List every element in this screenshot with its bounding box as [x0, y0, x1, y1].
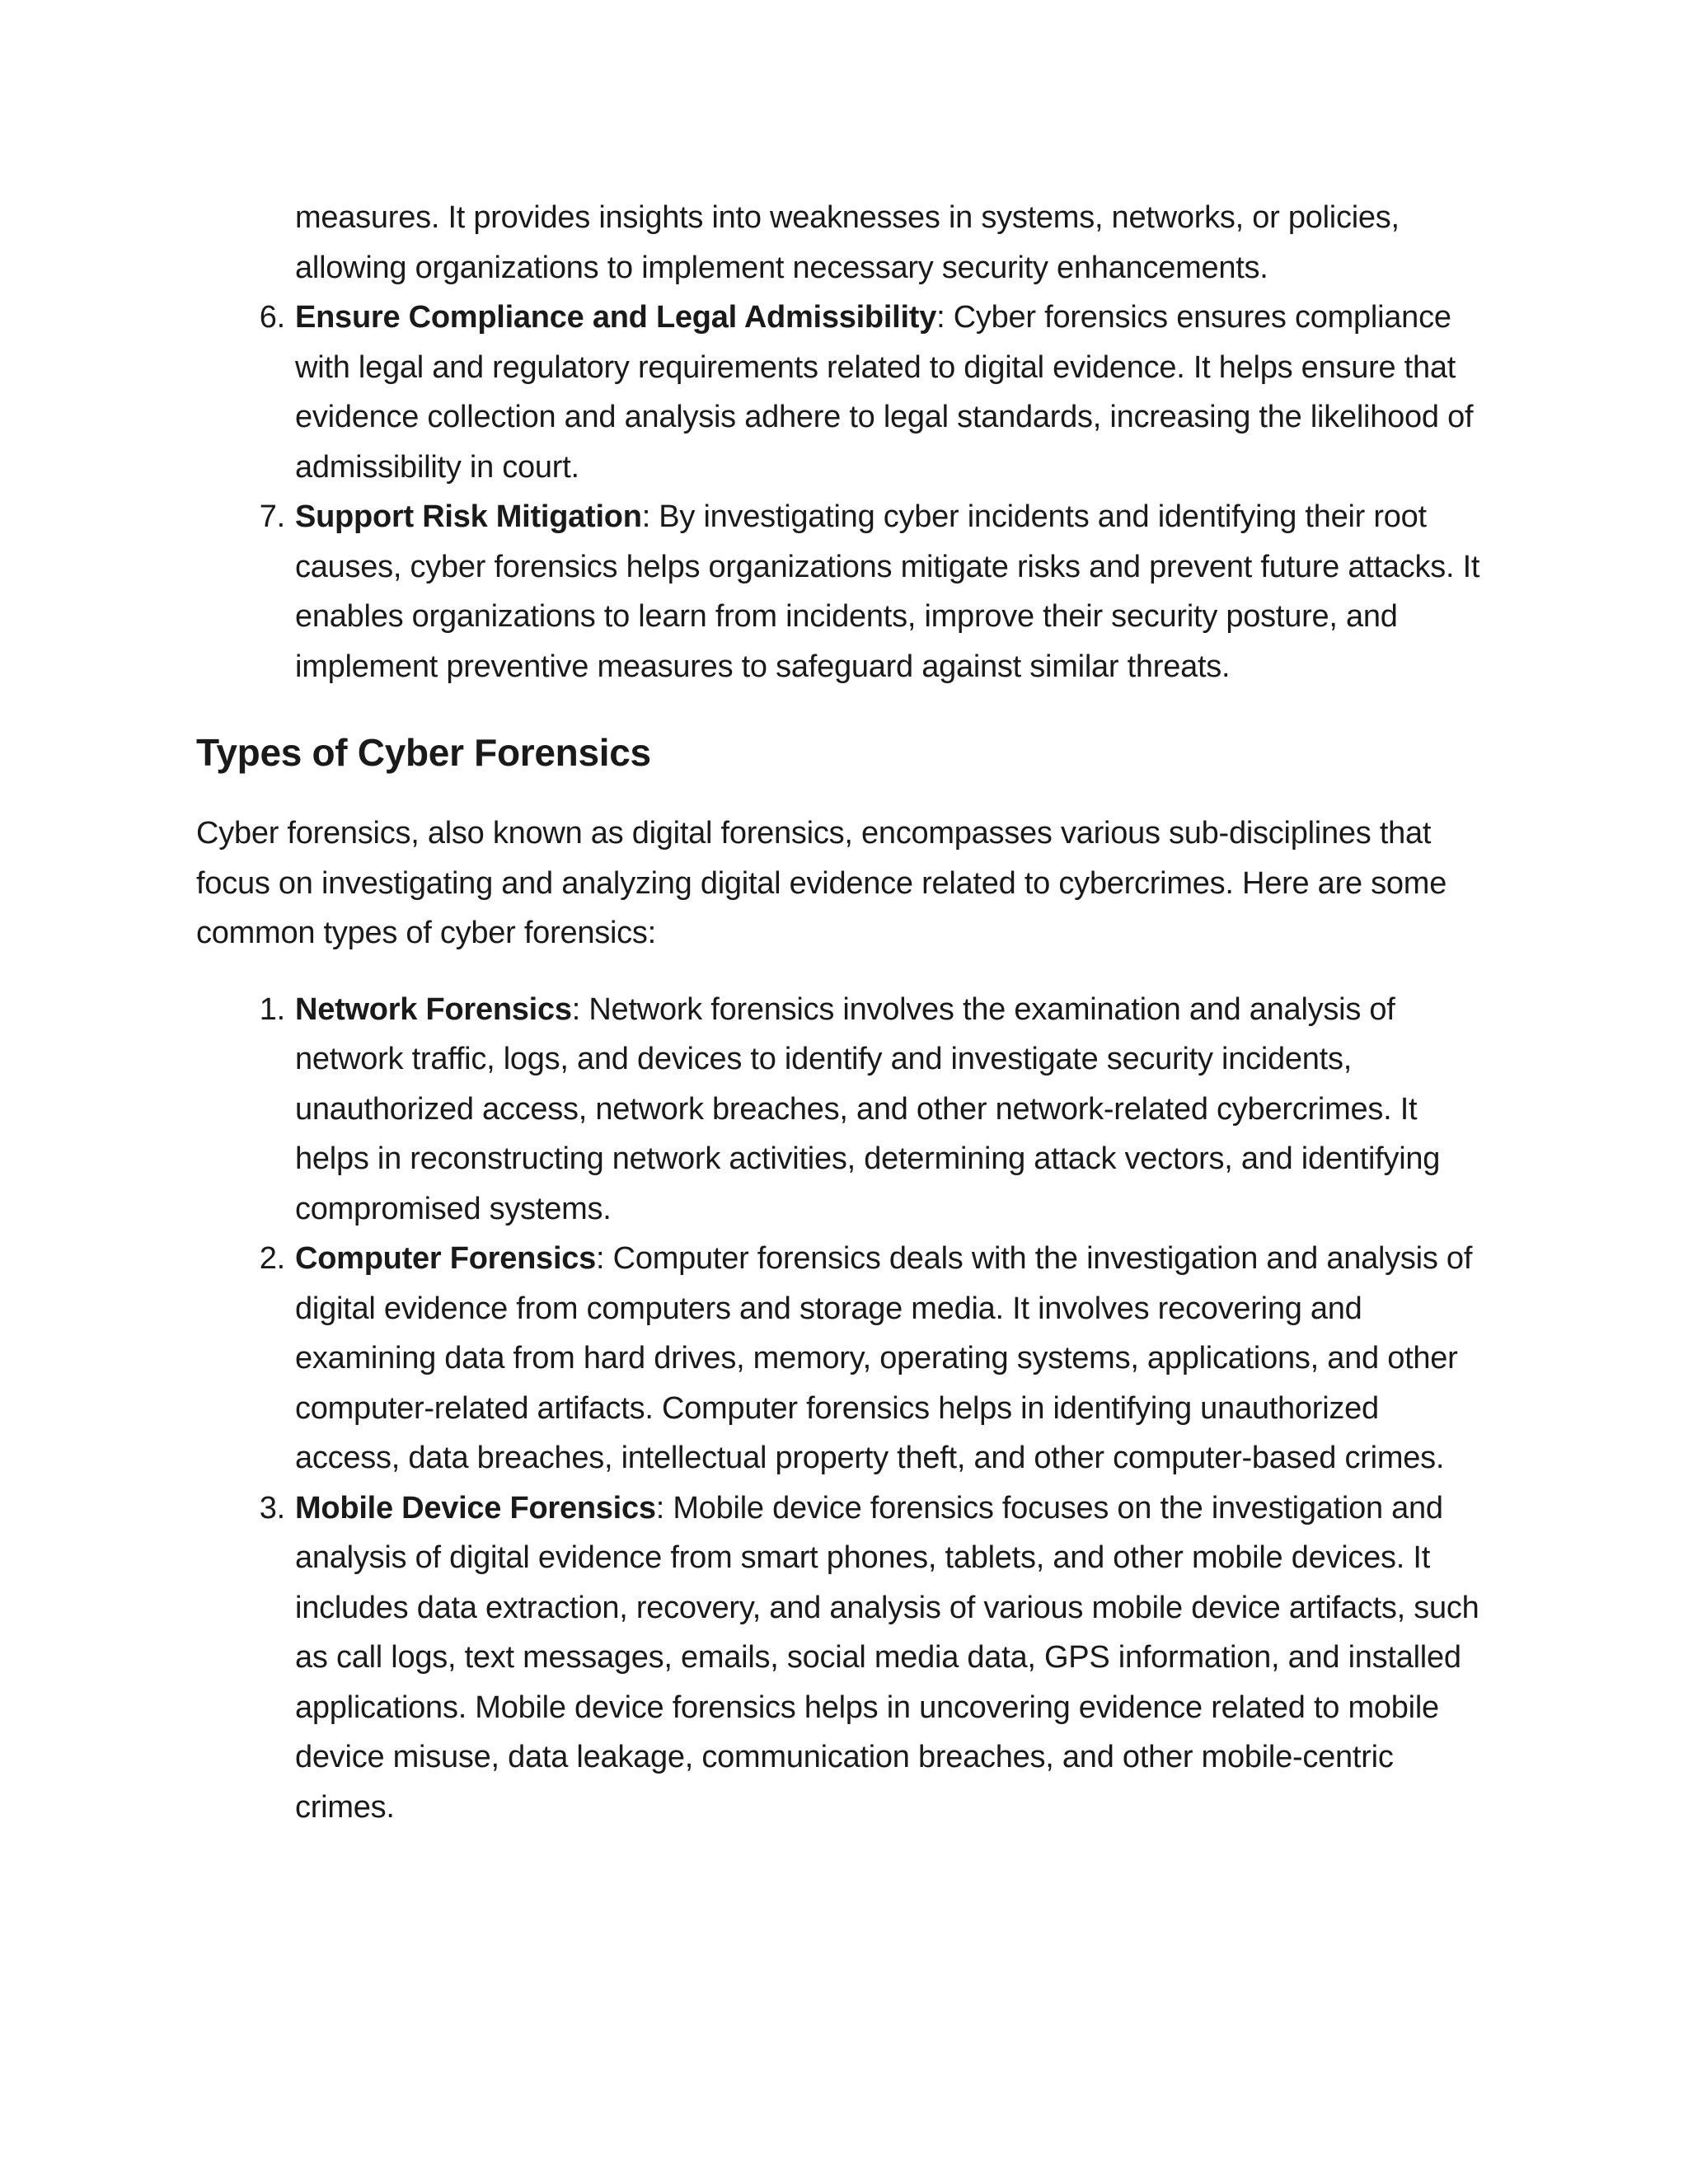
- list-term: Network Forensics: [295, 991, 572, 1027]
- objective-item-7: [196, 492, 1482, 691]
- list-text: : Computer forensics deals with the investigation and analysis of digital evidence from computers and storage media. It involves recovering and examining data from hard drives, memory, operating systems, applications, and other computer-related artifacts. Computer forensics helps in identifying unauthorized access, data breaches, intellectual property theft, and other computer-based crimes.: [295, 1241, 1473, 1475]
- list-spacer: [196, 958, 1482, 985]
- continued-list-item: [196, 193, 1482, 293]
- section-heading: Types of Cyber Forensics: [196, 731, 651, 774]
- list-text: : By investigating cyber incidents and identifying their root causes, cyber forensics helps organizations mitigate risks and prevent future attacks. It enables organizations to learn from incidents, improve their security posture, and implement preventive measures to safeguard against similar threats.: [295, 499, 1480, 684]
- list-number: 3.: [259, 1490, 285, 1526]
- list-term: Ensure Compliance and Legal Admissibility: [295, 300, 937, 335]
- type-item-network-forensics: [196, 985, 1482, 1235]
- list-number: 7.: [259, 499, 285, 534]
- section-intro: Cyber forensics, also known as digital forensics, encompasses various sub-disciplines that focus on investigating and analyzing digital evidence related to cybercrimes. Here are some common types of cyber forensics:: [196, 816, 1447, 950]
- list-term: Computer Forensics: [295, 1241, 597, 1276]
- list-number: 1.: [259, 991, 285, 1027]
- page-content: [196, 193, 1482, 1832]
- list-text: : Network forensics involves the examination and analysis of network traffic, logs, and devices to identify and investigate security incidents, unauthorized access, network breaches, and other network-related cybercrimes. It helps in reconstructing network activities, determining attack vectors, and identifying compromised systems.: [295, 991, 1441, 1226]
- list-text: : Cyber forensics ensures compliance with legal and regulatory requirements related to digital evidence. It helps ensure that evidence collection and analysis adhere to legal standards, increasing the likelihood of admissibility in court.: [295, 300, 1474, 485]
- list-number: 6.: [259, 300, 285, 335]
- list-term: Support Risk Mitigation: [295, 499, 642, 534]
- continued-item-text: measures. It provides insights into weaknesses in systems, networks, or policies, allowing organizations to implement necessary security enhancements.: [295, 200, 1400, 285]
- list-text: : Mobile device forensics focuses on the investigation and analysis of digital evidence from smart phones, tablets, and other mobile devices. It includes data extraction, recovery, and analysis of various mobile device artifacts, such as call logs, text messages, emails, social media data, GPS information, and installed applications. Mobile device forensics helps in uncovering evidence related to mobile device misuse, data leakage, communication breaches, and other mobile-centric crimes.: [295, 1490, 1479, 1825]
- objective-item-6: [196, 293, 1482, 492]
- type-item-mobile-device-forensics: [196, 1483, 1482, 1833]
- list-term: Mobile Device Forensics: [295, 1490, 656, 1526]
- list-number: 2.: [259, 1241, 285, 1276]
- type-item-computer-forensics: [196, 1234, 1482, 1483]
